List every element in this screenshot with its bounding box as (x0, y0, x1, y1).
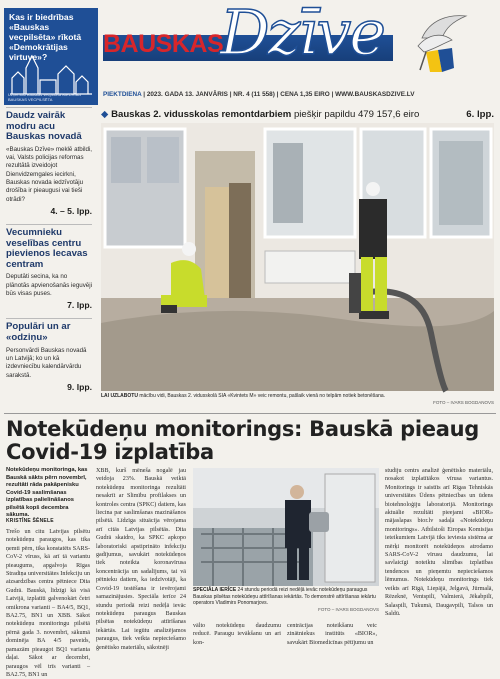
sidebar-item-heading: Daudz vairāk modru acu Bauskas novadā (6, 110, 82, 143)
main-headline[interactable]: Notekūdeņu monitorings: Bauskā pieaug Covid-19 izplatība (6, 417, 479, 464)
top-story-title-bold: Bauskas 2. vidusskolas remontdarbiem (111, 109, 292, 120)
promo-box[interactable] (4, 8, 98, 105)
sidebar-item-names[interactable] (6, 318, 92, 392)
sidebar-item-heading: Vecumnieku veselības centru pievienos Iecavas centram (6, 227, 88, 270)
article-column-3: vālto notekūdeņu daudzumu reducē. Paraugu ievākšanu un ari kon- (193, 623, 281, 646)
sidebar-item-text: «Bauskas Dzīve» meklē atbildi, vai, Valsts policijas reformas rezultātā izveidojot Dienvidzemgales iecirkni, Bauskas novada iedzīvotāju drošība ir pieaugusi vai tieši otrādi? (6, 145, 92, 203)
website-link[interactable]: WWW.BAUSKASDZIVE.LV (335, 91, 415, 98)
sidebar-item-page: 9. lpp. (67, 381, 92, 392)
article-photo-caption (193, 587, 379, 612)
photo-credit: FOTO – IVARS BOGDANOVS (433, 400, 494, 405)
logo-wordmark-dzive: Dzīve (220, 0, 384, 69)
caption-lead: LAI UZLABOTU (101, 393, 138, 399)
promo-caption: Uzņēmuši Bauskas vecpilsētā BIEDRĪBA BAUSKAS VECPILSĒTA (8, 92, 81, 102)
dateline-weekday: PIEKTDIENA (103, 91, 142, 98)
school-renovation-photo (101, 123, 494, 391)
sidebar-item-text: Deputāti secina, ka no plānotās apvienošanās ieguvēji būs visas puses. (6, 273, 92, 298)
article-column-4: centrācijas noteikšanu veic zinātniekus institūts «BIOR», savukārt Biomedicīnas pētījumu un (287, 623, 377, 646)
caption-text: 24 stundu periodā reizi nedēļā ievāc notekūdeņu paraugus Bauskas pilsētas notekūdeņu attīrīšanas iekārtās. To demonstrē attīrīšanas iekārtu operators Vladimirs Ponomarjovs. (193, 587, 376, 606)
dateline-price: CENA 1,35 EIRO (280, 91, 330, 98)
top-story-headline[interactable] (101, 109, 494, 120)
article-column-1: Trešo un citu Latvijas pilsētu notekūdeņu paraugos, kas tika ņemti pērn, tika konstatēts SARS-CoV-2 vīruss, kā arī tā variantu pieaugums, apgalvoja Rīgas Stradiņa universitātes Infekciju un aizsardzības centra pētniece Dita Gudrā. Bauskā, līdzīgi kā visā Latvijā, izplatīti galvenokārt četri omikrona varianti – BA4/5, BQ1, BA2.75, BN1 un XBB. Sākot notekūdeņu monitoringu pilsētā pērnā gada 3. novembrī, sākumā dominēja BA 4/5 paveids, pamazām pieaugot BQ1 varianta daļai. Sākot ar decembri, paraugos vēl trīs varianti – BA2.75, BN1 un (6, 529, 90, 678)
article-column-5: studiju centrs analizē ģenētisko materiālu, nosakot izplatītākos vīrusa variantus. Monitorings ir saistīts arī Rīgas Tehniskās universitātes Ūdens pētniecības un ūdens biotehnoloģiju laboratorijā. Monitorings aktuālie rezultāti pieejami «BIOR» mājaslapas bior.lv sadaļā «Notekūdeņu monitorings». Atbilstoši Eiropas Komisijas ieteikumiem Latvijā tiks ieviesta sistēma ar mērķi monitorēt notekūdeņos atrodamo SARS-CoV-2 vīrusu daudzumu, lai savlaicīgi noteiktu slimības izplatības tendences un pieņemtu nepieciešamos lēmumus. Notekūdeņu monitorings tiek veikts arī Rīgā, Liepājā, Jelgavā, Jūrmalā, Rēzeknē, Ventspilī, Valmierā, Jēkabpilī, Salaspilī, Tukumā, Daugavpilī, Talsos un Saldū. (385, 468, 493, 617)
sidebar-teasers (6, 107, 92, 400)
dateline-issue: NR. 4 (11 558) (233, 91, 275, 98)
bullet-icon: ◆ (101, 109, 109, 120)
sidebar-item-page: 7. lpp. (67, 300, 92, 311)
sidebar-item-health-center[interactable] (6, 224, 92, 310)
old-town-illustration (8, 54, 94, 96)
dateline: PIEKTDIENA | 2023. GADA 13. JANVĀRIS | NR. 4 (11 558) | CENA 1,35 EIRO | WWW.BAUSKASDZIVE.LV (103, 91, 415, 98)
article-author: KRISTĪNE ŠĒNELE (6, 518, 54, 524)
dateline-date: 2023. GADA 13. JANVĀRIS (146, 91, 228, 98)
wastewater-sampler-photo (193, 468, 379, 586)
caption-lead: SPECIĀLA IERĪCE (193, 587, 237, 593)
top-story-page: 6. lpp. (466, 109, 494, 120)
logo-wordmark-bauskas: BAUSKAS (103, 30, 224, 58)
sidebar-item-heading: Populāri un ar «odziņu» (6, 321, 71, 343)
article-column-2: XBB, kurš mēneša nogalē jau veidoja 23%. Bauskā veiktā notekūdeņu monitoringa rezultāti nesakrīt ar Slimību profilakses un kontroles centra (SPKC) datiem, kas liecina par saslimšanas mazināšanos pilsētā. Līdzīga situācija vērojama arī citās Latvijas pilsētās. Dita Gudrā skaidro, ka SPKC apkopo laboratoriski apstiprināto infekciju gadījumus, savukārt notekūdeņos tiek noteikta koronavīrusa koncentrācija un sadalījums, tai vā pētnieku datiem, ka iedzīvotāji, ka Covid-19 testēšana ir ievērojami samazinājusies. Speciāla ierīce 24 stundu periodā reizi nedēļā ievāc notekūdeņu paraugus Bauskas pilsētas notekūdeņu attīrīšanas iekārtās. Lai iegūtu analizējamos paraugus, tiek veikta nepieciešamo ģenētisko materiālu, sākotnēji (96, 468, 186, 651)
top-story-title-rest: piešķir papildu 479 157,6 eiro (293, 109, 420, 120)
sidebar-item-page: 4. – 5. lpp. (50, 206, 92, 217)
caption-text: mācību vidi, Bauskas 2. vidusskolā SIA «Kvintets M» veic remontu, pašlaik vienā no telpām notiek betonēšana. (139, 393, 386, 399)
promo-text: Kas ir biedrības «Bauskas vecpilsēta» rīkotā «Demokrātijas virtuve»? (9, 12, 82, 62)
sidebar-item-text: Personvārdi Bauskas novadā un Latvijā; ko un kā izdevniecību kalendārvārdu sarakstā. (6, 346, 87, 379)
sidebar-item-police[interactable] (6, 107, 92, 216)
top-story-caption (101, 393, 494, 405)
section-divider (4, 413, 496, 414)
article-lede: Notekūdeņu monitoringa, kas Bauskā sākts pērn novembrī, rezultāti rāda pakāpenisku Covid-19 saslimšanas izplatības palielināšanos pilsētā kopš decembra sākuma. (6, 467, 88, 519)
dove-flag-icon (408, 10, 468, 72)
photo-credit: FOTO – IVARS BOGDANOVS (318, 606, 379, 612)
